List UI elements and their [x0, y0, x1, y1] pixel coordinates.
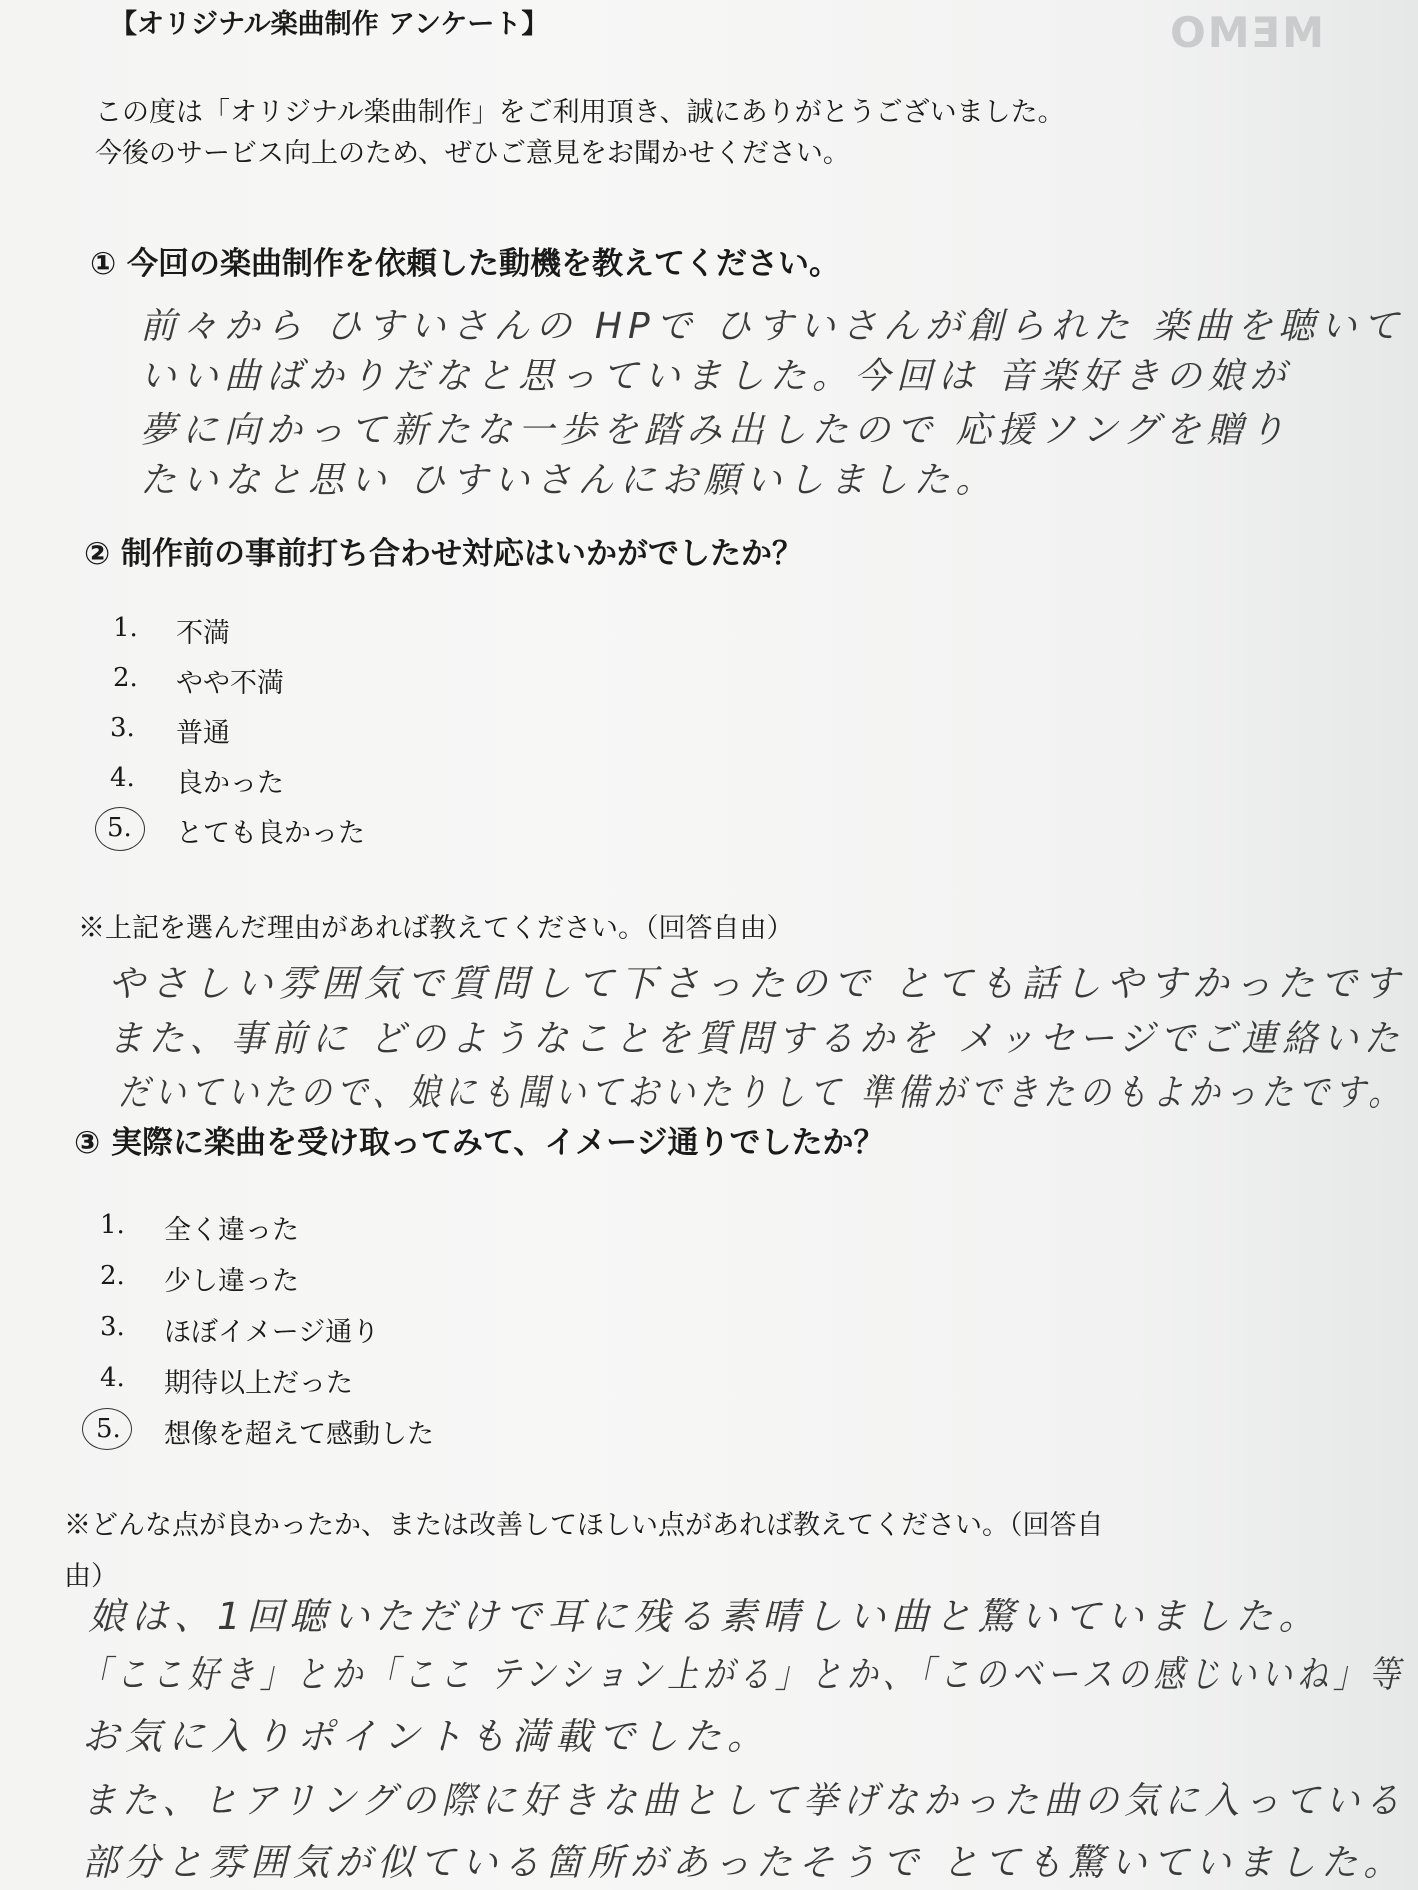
q2-selected-circle [95, 807, 145, 851]
q3-answer-line: 「ここ好き」とか「ここ テンション上がる」とか、「このベースの感じいいね」等 [80, 1653, 1405, 1696]
q2-option-number: 5. [107, 813, 132, 843]
question-3-title: ③ 実際に楽曲を受け取ってみて、イメージ通りでしたか？ [74, 1125, 885, 1161]
q3-option-number: 2. [100, 1261, 125, 1291]
question-1-title: ① 今回の楽曲制作を依頼した動機を教えてください。 [90, 246, 841, 282]
q2-reason-note: ※上記を選んだ理由があれば教えてください。（回答自由） [78, 913, 794, 944]
q2-option-label: 不満 [176, 618, 230, 649]
q3-option-label: 期待以上だった [164, 1368, 353, 1399]
q3-improvement-note: ※どんな点が良かったか、または改善してほしい点があれば教えてください。（回答自 [64, 1510, 1104, 1541]
memo-stamp: MEMO [1168, 8, 1324, 57]
q3-option-label: 少し違った [164, 1266, 299, 1297]
q2-option-label: 普通 [176, 718, 230, 749]
intro-line-2: 今後のサービス向上のため、ぜひご意見をお聞かせください。 [95, 138, 850, 169]
q3-option-number: 5. [96, 1414, 121, 1444]
q2-answer-line: やさしい雰囲気で質問して下さったので とても話しやすかったです [108, 962, 1406, 1005]
intro-line-1: この度は「オリジナル楽曲制作」をご利用頂き、誠にありがとうございました。 [95, 97, 1065, 128]
q2-option-label: 良かった [176, 768, 284, 799]
question-2-title: ② 制作前の事前打ち合わせ対応はいかがでしたか？ [84, 536, 804, 572]
survey-title: 【オリジナル楽曲制作 アンケート】 [110, 9, 549, 40]
q1-answer-line: 夢に向かって新たな一歩を踏み出したので 応援ソングを贈り [140, 410, 1291, 451]
q1-answer-line: たいなと思い ひすいさんにお願いしました。 [140, 460, 998, 501]
q3-option-number: 1. [100, 1210, 125, 1240]
q3-option-number: 4. [100, 1363, 125, 1393]
q2-option-label: やや不満 [176, 668, 284, 699]
q2-answer-line: だいていたので、娘にも聞いておいたりして 準備ができたのもよかったです。 [118, 1071, 1405, 1114]
q3-answer-line: 部分と雰囲気が似ている箇所があったそうで とても驚いていました。 [82, 1841, 1406, 1884]
q1-answer-line: いい曲ばかりだなと思っていました。今回は 音楽好きの娘が [140, 356, 1292, 397]
q3-improvement-note-cont: 由） [64, 1561, 118, 1592]
q3-answer-line: お気に入りポイントも満載でした。 [82, 1715, 770, 1758]
q2-option-number: 3. [110, 713, 135, 743]
q3-selected-circle [82, 1408, 132, 1450]
q3-option-label: 全く違った [164, 1215, 299, 1246]
q3-option-label: ほぼイメージ通り [164, 1317, 380, 1348]
q3-answer-line: また、ヒアリングの際に好きな曲として挙げなかった曲の気に入っている [82, 1779, 1406, 1822]
q3-option-number: 3. [100, 1312, 125, 1342]
q2-option-number: 2. [113, 663, 138, 693]
q3-answer-line: 娘は、1回聴いただけで耳に残る素晴しい曲と驚いていました。 [88, 1595, 1322, 1638]
q2-option-number: 4. [110, 763, 135, 793]
q2-answer-line: また、事前に どのようなことを質問するかを メッセージでご連絡いた [108, 1017, 1405, 1060]
q2-option-number: 1. [113, 613, 138, 643]
q1-answer-line: 前々から ひすいさんの HPで ひすいさんが創られた 楽曲を聴いて [140, 306, 1405, 347]
q2-option-label: とても良かった [176, 818, 365, 849]
q3-option-label: 想像を超えて感動した [164, 1419, 434, 1450]
